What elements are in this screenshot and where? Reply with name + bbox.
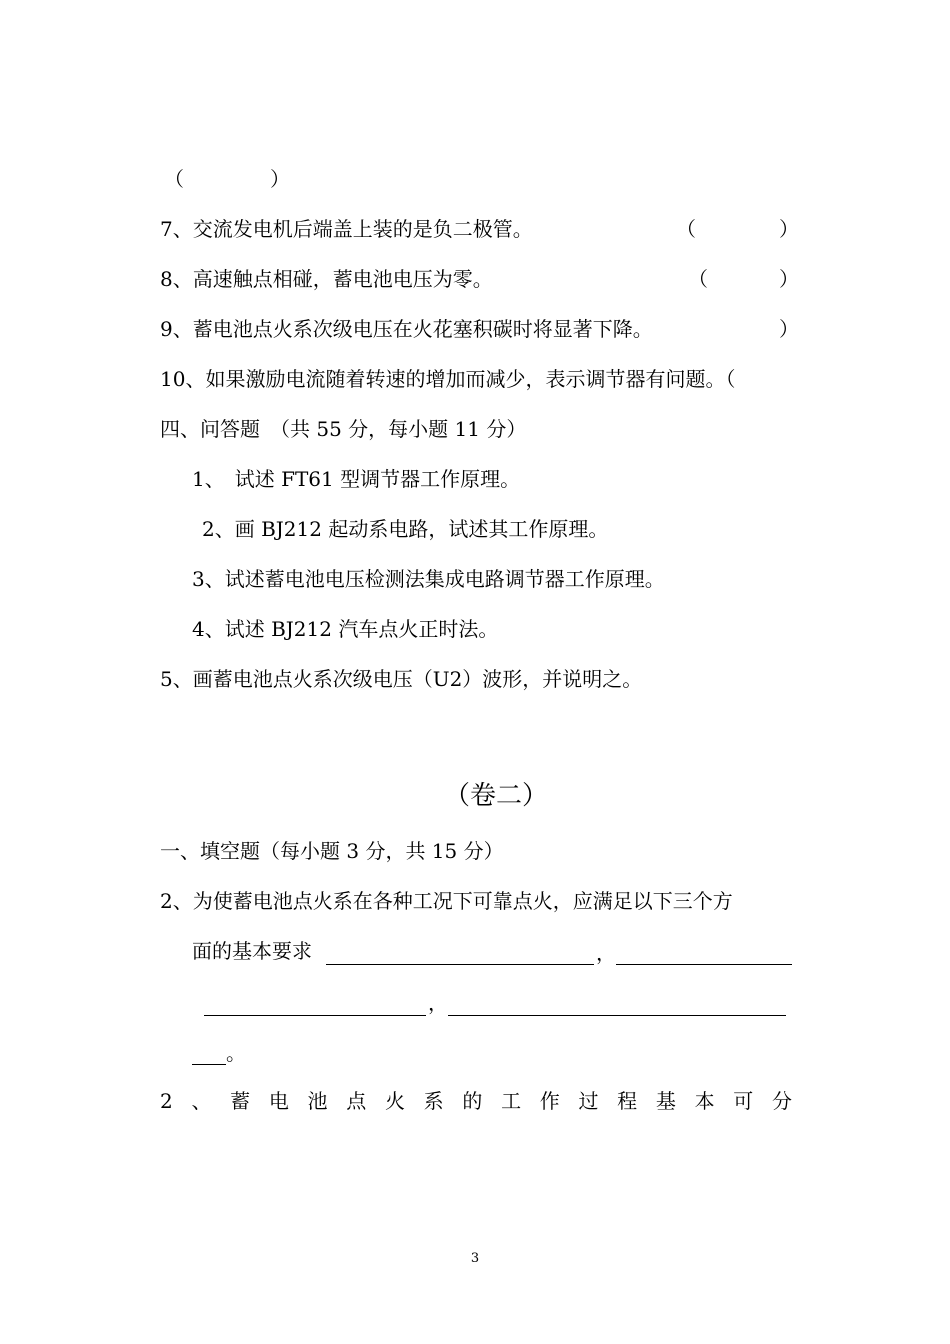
answer-paren-close: ）: [779, 217, 799, 241]
char: 蓄: [230, 1089, 251, 1113]
char: 的: [462, 1089, 483, 1113]
question-item: 2、画 BJ212 起动系电路，试述其工作原理。: [202, 517, 609, 541]
punctuation: ，: [428, 991, 448, 1015]
char: 过: [578, 1089, 599, 1113]
char: 池: [307, 1089, 328, 1113]
char: 系: [423, 1089, 444, 1113]
question-item: 3、试述蓄电池电压检测法集成电路调节器工作原理。: [192, 567, 665, 591]
judge-item-7: 7、交流发电机后端盖上装的是负二极管。: [160, 217, 533, 241]
answer-blank[interactable]: [192, 1064, 226, 1065]
char: 点: [346, 1089, 367, 1113]
answer-blank[interactable]: [448, 1015, 786, 1016]
judge-item-8: 8、高速触点相碰，蓄电池电压为零。: [160, 267, 493, 291]
char: 电: [268, 1089, 289, 1113]
answer-paren-close: ）: [270, 167, 290, 191]
char: 2: [160, 1089, 173, 1113]
char: 火: [384, 1089, 405, 1113]
char: 分: [771, 1089, 792, 1113]
question-item: 4、试述 BJ212 汽车点火正时法。: [192, 617, 499, 641]
answer-paren-open: （: [688, 267, 708, 291]
char: 程: [617, 1089, 638, 1113]
char: 可: [733, 1089, 754, 1113]
char: 、: [191, 1089, 212, 1113]
section-heading: 四、问答题 （共 55 分，每小题 11 分）: [160, 417, 527, 441]
answer-paren-close: ）: [779, 267, 799, 291]
answer-blank[interactable]: [326, 964, 594, 965]
answer-paren-open: （: [676, 217, 696, 241]
question-item: 1、 试述 FT61 型调节器工作原理。: [192, 467, 521, 491]
answer-paren-open: （: [164, 167, 184, 191]
judge-item-9: 9、蓄电池点火系次级电压在火花塞积碳时将显著下降。: [160, 317, 653, 341]
answer-blank[interactable]: [616, 964, 792, 965]
punctuation: 。: [226, 1041, 246, 1065]
judge-item-10: 10、如果激励电流随着转速的增加而减少，表示调节器有问题。（: [160, 367, 736, 391]
section-heading: 一、填空题（每小题 3 分，共 15 分）: [160, 839, 504, 863]
page-number: 3: [470, 1251, 480, 1266]
answer-blank[interactable]: [204, 1015, 426, 1016]
char: 基: [655, 1089, 676, 1113]
fill-question: 2、为使蓄电池点火系在各种工况下可靠点火，应满足以下三个方: [160, 889, 733, 913]
char: 工: [501, 1089, 522, 1113]
fill-question-continued: 面的基本要求: [192, 939, 312, 963]
char: 作: [539, 1089, 560, 1113]
char: 本: [694, 1089, 715, 1113]
punctuation: ，: [596, 941, 616, 965]
fill-question-2: [160, 1088, 792, 1114]
answer-paren-close: ）: [779, 317, 799, 341]
question-item: 5、画蓄电池点火系次级电压（U2）波形，并说明之。: [160, 667, 643, 691]
paper-title: （卷二）: [444, 781, 549, 811]
